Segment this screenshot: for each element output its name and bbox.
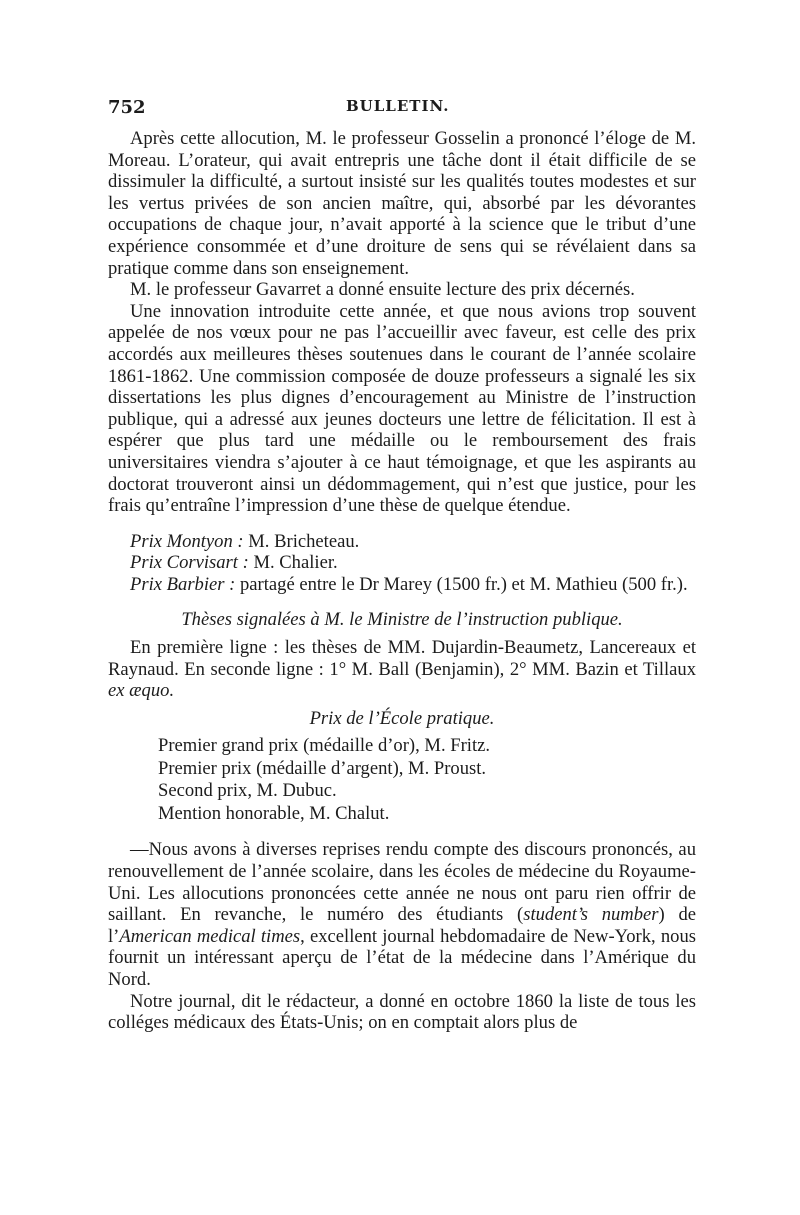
paragraph-innovation: Une innovation introduite cette année, et que nous avions trop souvent appelée de nos vœux pour ne pas l’accueillir avec faveur, est celle des prix accordés aux meilleures thèses soutenues dans le courant de l’année scolaire 1861-1862. Une commission composée de douze professeurs a signalé les six dissertations les plus dignes d’encouragement au Ministre de l’instruction publique, qui a adressé aux jeunes docteurs une lettre de félicitation. Il est à espérer que plus tard une médaille ou le remboursement des frais universitaires viendra s’ajouter à ce haut témoignage, et que les aspirants au doctorat trouveront ainsi un dédommagement, qui n’est que justice, pour les frais qu’entraîne l’impression d’une thèse de quelque étendue.: [108, 300, 696, 517]
paragraph-gavarret: M. le professeur Gavarret a donné ensuite lecture des prix décernés.: [130, 279, 635, 301]
us-text-a: —Nous avons à diverses reprises rendu compte des discours prononcés, au renouvellement de l’année scolaire, dans les écoles de médecine du Royaume-Uni. Les allocutions prononcées cette année ne nous ont paru rien offrir de saillant. En revanche, le numéro des étudiants (: [108, 839, 696, 926]
ex-aequo: ex æquo.: [108, 680, 175, 702]
prize-name: Prix Corvisart :: [130, 552, 249, 574]
list-item: Premier grand prix (médaille d’or), M. Fritz.: [158, 735, 491, 757]
list-item: Premier prix (médaille d’argent), M. Proust.: [158, 757, 487, 779]
prize-barbier: [108, 574, 696, 596]
theses-section-title: Thèses signalées à M. le Ministre de l’instruction publique.: [181, 609, 623, 631]
theses-text: En première ligne : les thèses de MM. Dujardin-Beaumetz, Lancereaux et Raynaud. En seconde ligne : 1° M. Ball (Benjamin), 2° MM. Bazin et Tillaux: [108, 637, 696, 680]
prize-corvisart: [108, 552, 696, 574]
paragraph-theses: [108, 637, 696, 702]
ecole-section-title: Prix de l’École pratique.: [309, 707, 495, 729]
us-text-b: ) de l’: [108, 904, 696, 947]
page-number: 752: [108, 97, 146, 118]
journal-title: American medical times: [119, 925, 301, 947]
prize-winner: M. Chalier.: [253, 552, 338, 574]
page-header: [108, 97, 688, 123]
us-text-c: , excellent journal hebdomadaire de New-York, nous fournit un intéressant aperçu de l’état de la médecine dans l’Amérique du Nord.: [108, 925, 696, 990]
student-number: student’s number: [523, 904, 659, 926]
prize-name: Prix Barbier :: [130, 573, 236, 595]
paragraph-eloge: Après cette allocution, M. le professeur Gosselin a prononcé l’éloge de M. Moreau. L’orateur, qui avait entrepris une tâche dont il était difficile de se dissimuler la difficulté, a surtout insisté sur les qualités toutes modestes et sur les vertus privées de son ancien maître, qui, absorbé par les dévorantes occupations de chaque jour, n’avait apporté à la science que le tribut d’une expérience consommée et d’une droiture de sens qui se révélaient dans sa pratique comme dans son enseignement.: [108, 128, 696, 279]
prize-montyon: [108, 531, 696, 553]
list-item: Mention honorable, M. Chalut.: [158, 802, 390, 824]
body-text: [108, 128, 696, 1034]
prize-name: Prix Montyon :: [130, 530, 244, 552]
paragraph-last: Notre journal, dit le rédacteur, a donné en octobre 1860 la liste de tous les colléges médicaux des États-Unis; on en comptait alors plus de: [108, 990, 696, 1034]
prize-winner: partagé entre le Dr Marey (1500 fr.) et M. Mathieu (500 fr.).: [240, 573, 688, 595]
ecole-prize-list: [108, 735, 696, 825]
paragraph-us-schools: [108, 839, 696, 990]
running-head: BULLETIN.: [346, 97, 450, 115]
list-item: Second prix, M. Dubuc.: [158, 780, 337, 802]
prize-winner: M. Bricheteau.: [248, 530, 360, 552]
